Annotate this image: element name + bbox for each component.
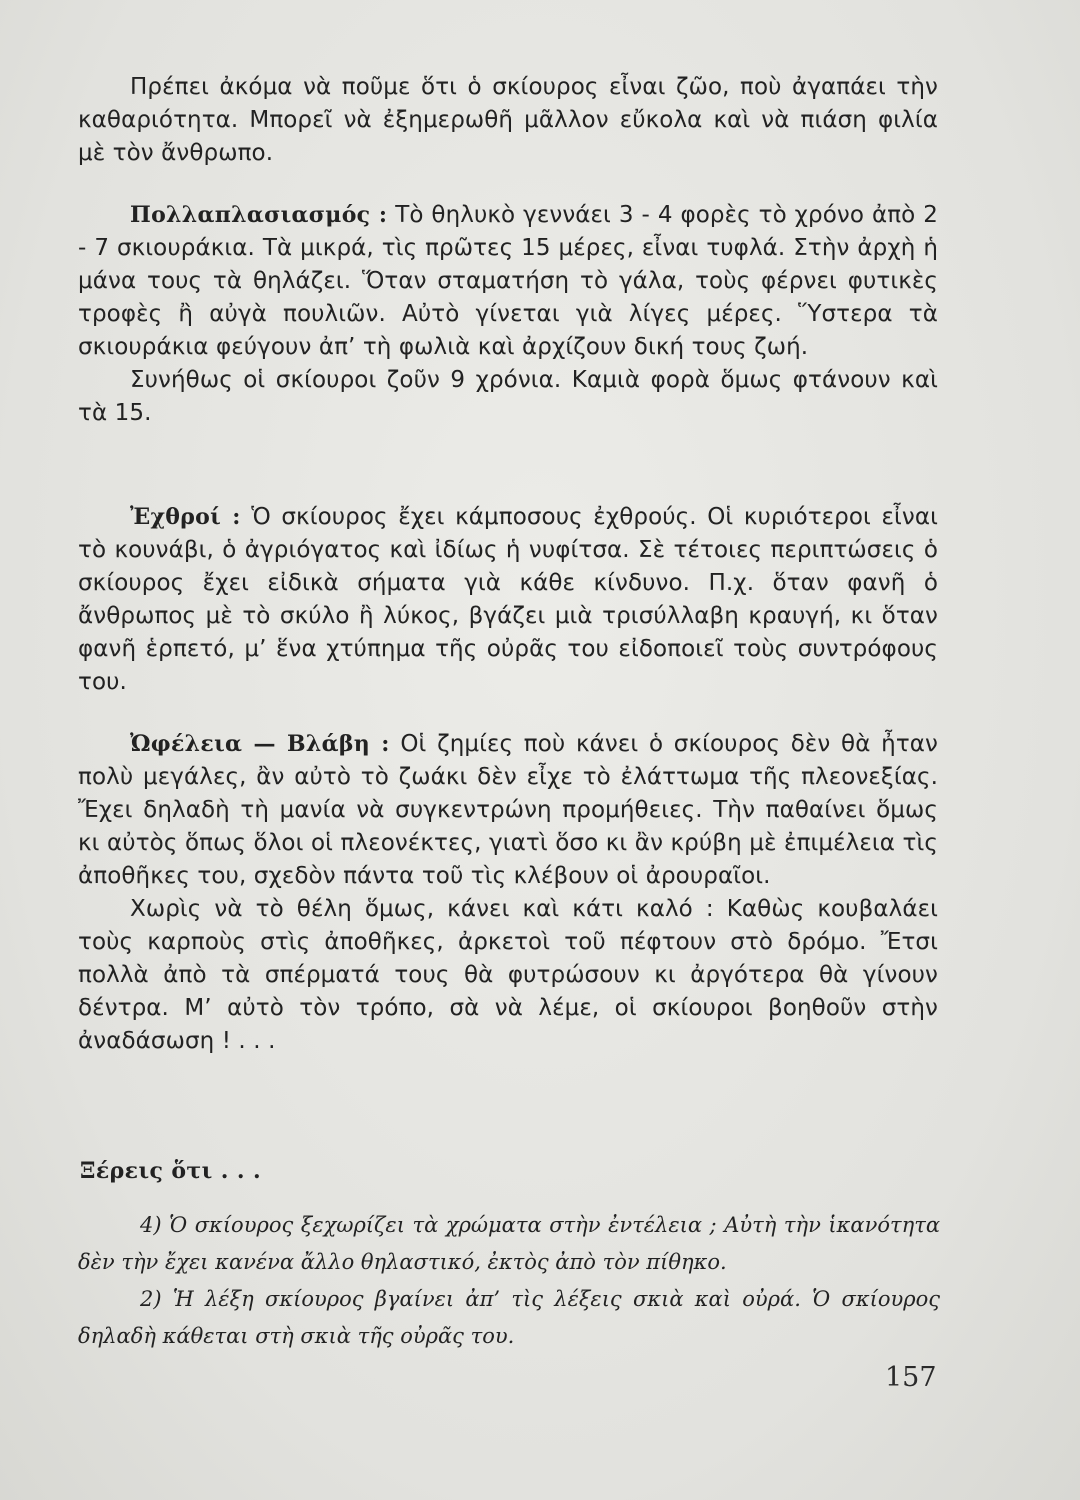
reproduction-text: Τὸ θηλυκὸ γεννάει 3 - 4 φορὲς τὸ χρόνο ἀπὸ 2 - 7 σκιουράκια. Τὰ μικρά, τὶς πρῶτες 15 μέρες, εἶναι τυφλά. Στὴν ἀρχὴ ἡ μάνα τους τὰ θηλάζει. Ὅταν σταματήση τὸ γάλα, τοὺς φέρνει φυτικὲς τροφὲς ἢ αὐγὰ πουλιῶν. Αὐτὸ γίνεται γιὰ λίγες μέρες. Ὕστερα τὰ σκιουράκια φεύγουν ἀπ’ τὴ φωλιὰ καὶ ἀρχίζουν δική τους ζωή.	[78, 202, 938, 360]
benefit-harm-paragraph	[78, 728, 938, 893]
intro-section	[78, 71, 938, 170]
enemies-text: Ὁ σκίουρος ἔχει κάμποσους ἐχθρούς. Οἱ κυριότεροι εἶναι τὸ κουνάβι, ὁ ἀγριόγατος καὶ ἰδίως ἡ νυφίτσα. Σὲ τέτοιες περιπτώσεις ὁ σκίουρος ἔχει εἰδικὰ σήματα γιὰ κάθε κίνδυνο. Π.χ. ὅταν φανῆ ὁ ἄνθρωπος μὲ τὸ σκύλο ἢ λύκος, βγάζει μιὰ τρισύλλαβη κραυγή, κι ὅταν φανῆ ἑρπετό, μ’ ἕνα χτύπημα τῆς οὐρᾶς του εἰδοποιεῖ τοὺς συντρόφους του.	[78, 504, 939, 695]
fact-item: 4) Ὁ σκίουρος ξεχωρίζει τὰ χρώματα στὴν ἐντέλεια ; Αὐτὴ τὴν ἱκανότητα δὲν τὴν ἔχει κανένα ἄλλο θηλαστικό, ἐκτὸς ἀπὸ τὸν πίθηκο.	[78, 1213, 940, 1274]
intro-paragraph: Πρέπει ἀκόμα νὰ ποῦμε ὅτι ὁ σκίουρος εἶναι ζῶο, ποὺ ἀγαπάει τὴν καθαριότητα. Μπορεῖ νὰ ἐξημερωθῆ μᾶλλον εὔκολα καὶ νὰ πιάση φιλία μὲ τὸν ἄνθρωπο.	[78, 74, 938, 166]
did-you-know-facts	[78, 1207, 940, 1355]
benefit-harm-text: Οἱ ζημίες ποὺ κάνει ὁ σκίουρος δὲν θὰ ἦταν πολὺ μεγάλες, ἂν αὐτὸ τὸ ζωάκι δὲν εἶχε τὸ ἐλάττωμα τῆς πλεονεξίας. Ἔχει δηλαδὴ τὴ μανία νὰ συγκεντρώνη προμήθειες. Τὴν παθαίνει ὅμως κι αὐτὸς ὅπως ὅλοι οἱ πλεονέκτες, γιατὶ ὅσο κι ἂν κρύβη μὲ ἐπιμέλεια τὶς ἀποθῆκες του, σχεδὸν πάντα τοῦ τὶς κλέβουν οἱ ἀρουραῖοι.	[78, 731, 938, 889]
enemies-paragraph	[78, 501, 938, 699]
reproduction-section	[78, 199, 938, 430]
reproduction-heading: Πολλαπλασιασμός :	[130, 202, 388, 228]
lifespan-paragraph: Συνήθως οἱ σκίουροι ζοῦν 9 χρόνια. Καμιὰ φορὰ ὅμως φτάνουν καὶ τὰ 15.	[78, 367, 938, 426]
enemies-heading: Ἐχθροί :	[130, 504, 241, 530]
page-number: 157	[885, 1362, 937, 1393]
reproduction-paragraph	[78, 199, 938, 364]
enemies-section	[78, 501, 938, 699]
did-you-know-title: Ξέρεις ὅτι . . .	[80, 1158, 262, 1184]
good-deed-paragraph: Χωρὶς νὰ τὸ θέλη ὅμως, κάνει καὶ κάτι καλό : Καθὼς κουβαλάει τοὺς καρποὺς στὶς ἀποθῆκες, ἀρκετοὶ τοῦ πέφτουν στὸ δρόμο. Ἔτσι πολλὰ ἀπὸ τὰ σπέρματά τους θὰ φυτρώσουν κι ἀργότερα θὰ γίνουν δέντρα. Μ’ αὐτὸ τὸν τρόπο, σὰ νὰ λέμε, οἱ σκίουροι βοηθοῦν στὴν ἀναδάσωση ! . . .	[78, 896, 938, 1054]
benefit-harm-section	[78, 728, 938, 1058]
benefit-harm-heading: Ὠφέλεια — Βλάβη :	[130, 731, 390, 757]
fact-item: 2) Ἡ λέξη σκίουρος βγαίνει ἀπ’ τὶς λέξεις σκιὰ καὶ οὐρά. Ὁ σκίουρος δηλαδὴ κάθεται στὴ σκιὰ τῆς οὐρᾶς του.	[78, 1287, 940, 1348]
